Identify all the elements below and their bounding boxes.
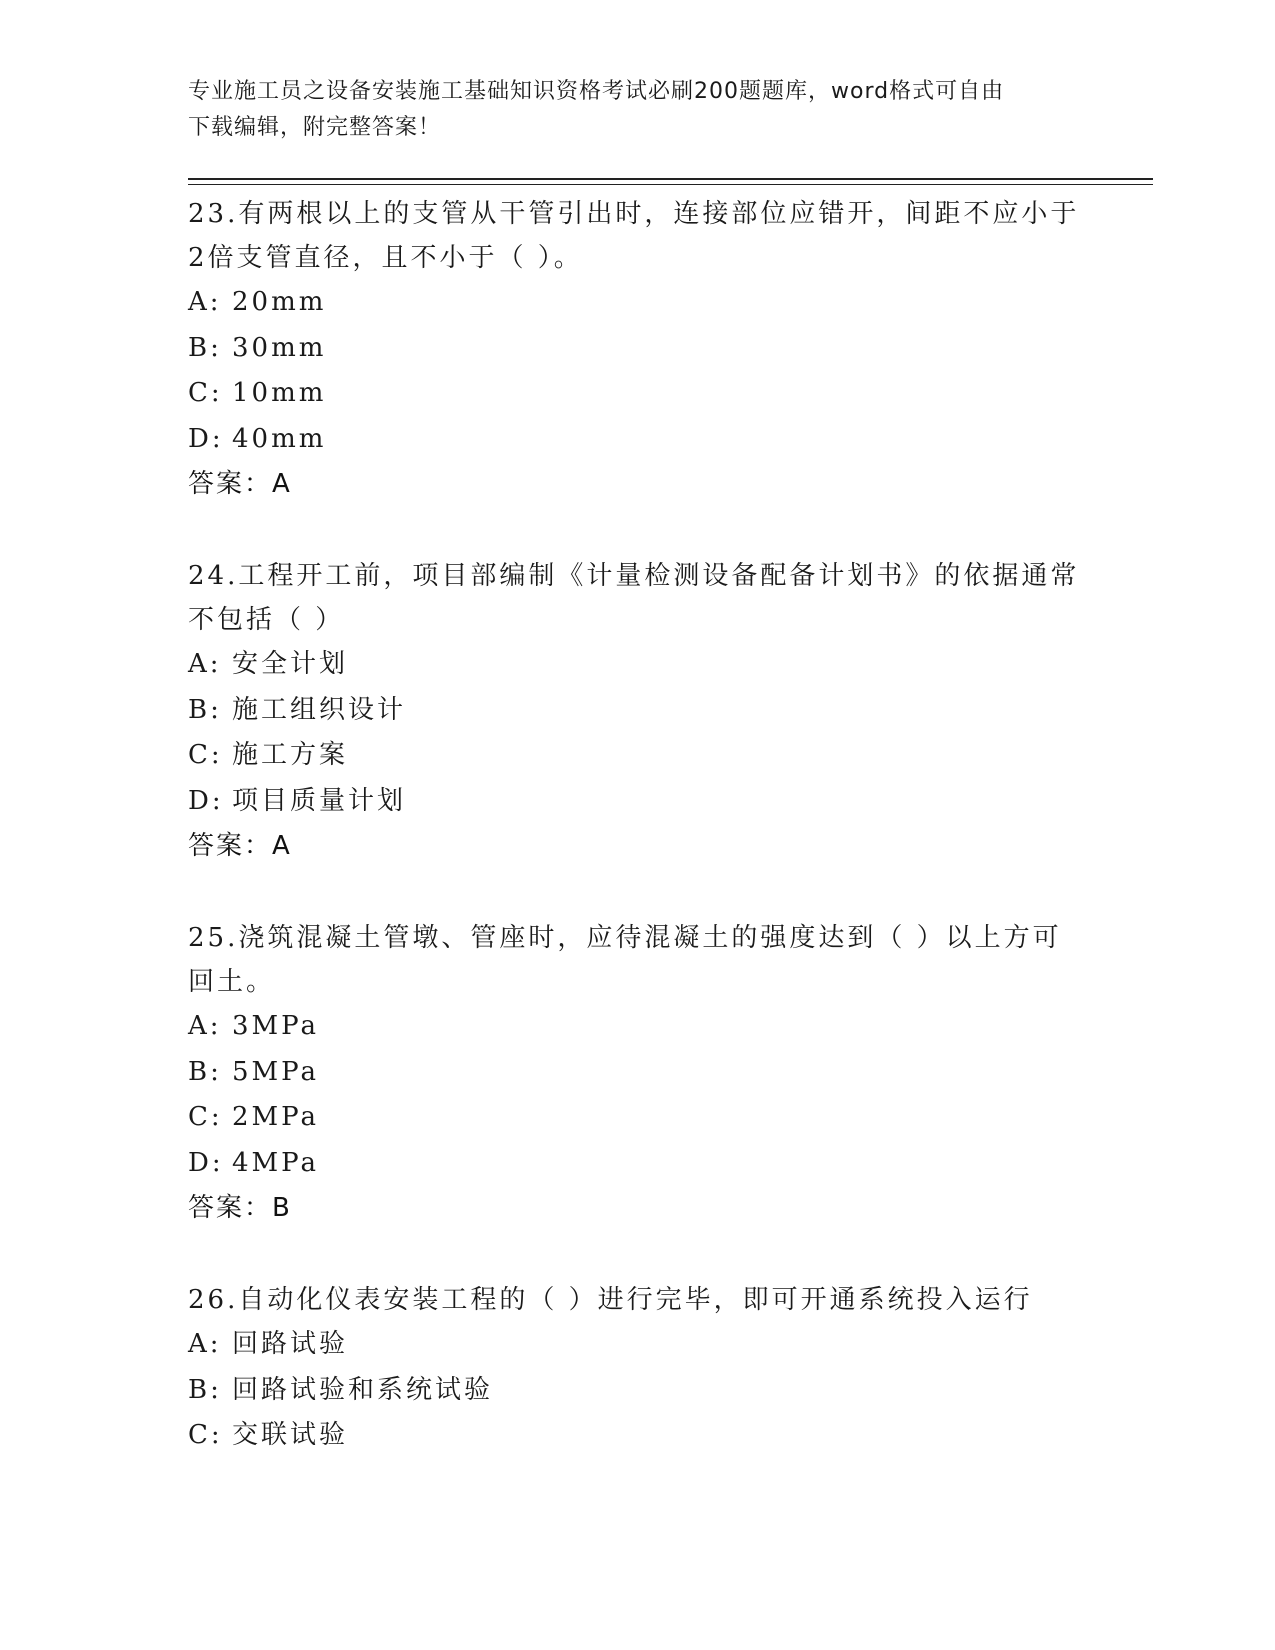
option-key: D: [188, 785, 224, 816]
question-stem-line-1: 24.工程开工前，项目部编制《计量检测设备配备计划书》的依据通常 [188, 561, 1080, 591]
option-text: 40mm [232, 423, 327, 454]
option-key: B: [188, 332, 222, 363]
question-stem-line-1: 26.自动化仪表安装工程的（ ）进行完毕，即可开通系统投入运行 [188, 1285, 1033, 1315]
question-stem-line-2: 2倍支管直径，且不小于（ ）。 [188, 243, 583, 273]
option-key: C: [188, 378, 223, 408]
question-stem-line-2: 回土。 [188, 967, 276, 997]
option-a [188, 1322, 1088, 1368]
option-b [188, 1050, 1088, 1096]
option-text: 回路试验 [232, 1329, 349, 1359]
option-key: A: [188, 1011, 222, 1041]
question-list [188, 190, 1088, 1505]
option-key: A: [188, 649, 222, 679]
header-divider-thick [188, 178, 1153, 180]
option-text: 3MPa [232, 1011, 319, 1041]
option-key: C: [188, 740, 223, 770]
option-c [188, 1413, 1088, 1459]
option-key: C: [188, 1102, 223, 1132]
answer-line: 答案：A [188, 831, 292, 861]
option-d [188, 417, 1088, 463]
option-c [188, 371, 1088, 417]
option-b [188, 326, 1088, 372]
option-text: 2MPa [232, 1102, 319, 1132]
question-26 [188, 1276, 1088, 1459]
answer-line: 答案：A [188, 469, 292, 499]
question-stem [188, 190, 1088, 280]
option-key: B: [188, 1374, 222, 1405]
option-text: 20mm [232, 287, 327, 317]
option-text: 回路试验和系统试验 [232, 1374, 494, 1405]
option-key: D: [188, 423, 224, 454]
option-text: 4MPa [232, 1147, 319, 1178]
option-a [188, 642, 1088, 688]
option-a [188, 280, 1088, 326]
option-text: 施工组织设计 [232, 694, 407, 725]
option-b [188, 1368, 1088, 1414]
option-b [188, 688, 1088, 734]
option-key: B: [188, 1056, 222, 1087]
option-text: 安全计划 [232, 649, 349, 679]
option-text: 项目质量计划 [232, 785, 407, 816]
question-24 [188, 552, 1088, 868]
option-d [188, 1141, 1088, 1187]
question-stem-line-2: 不包括（ ） [188, 605, 345, 635]
question-stem [188, 1276, 1088, 1322]
option-key: D: [188, 1147, 224, 1178]
option-c [188, 733, 1088, 779]
header-line-1: 专业施工员之设备安装施工基础知识资格考试必刷200题题库，word格式可自由 [188, 79, 1005, 104]
question-stem-line-1: 25.浇筑混凝土管墩、管座时，应待混凝土的强度达到（ ）以上方可 [188, 923, 1062, 953]
question-stem [188, 552, 1088, 642]
question-stem [188, 914, 1088, 1004]
answer-line: 答案：B [188, 1193, 292, 1223]
question-stem-line-1: 23.有两根以上的支管从干管引出时，连接部位应错开，间距不应小于 [188, 199, 1080, 229]
document-header [188, 74, 1088, 146]
option-a [188, 1004, 1088, 1050]
option-c [188, 1095, 1088, 1141]
option-key: C: [188, 1420, 223, 1450]
option-d [188, 779, 1088, 825]
option-key: A: [188, 287, 222, 317]
option-text: 施工方案 [232, 740, 349, 770]
option-text: 10mm [232, 378, 327, 408]
option-key: A: [188, 1329, 222, 1359]
option-text: 5MPa [232, 1056, 319, 1087]
header-divider-thin [188, 184, 1153, 185]
header-line-2: 下载编辑，附完整答案！ [188, 115, 442, 140]
option-key: B: [188, 694, 222, 725]
question-25 [188, 914, 1088, 1230]
option-text: 30mm [232, 332, 327, 363]
question-23 [188, 190, 1088, 506]
option-text: 交联试验 [232, 1420, 349, 1450]
